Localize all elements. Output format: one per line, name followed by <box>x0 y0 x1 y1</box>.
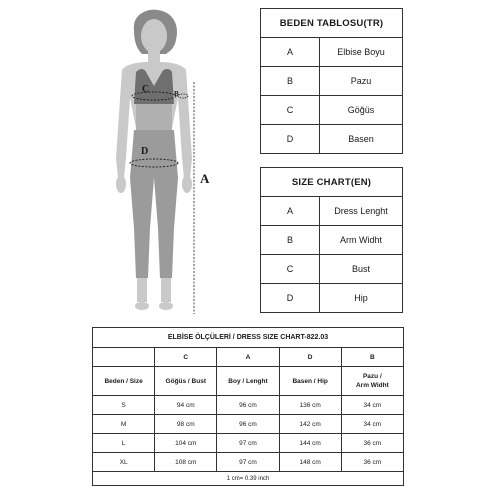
legend-key: C <box>261 96 320 125</box>
legend-key: D <box>261 284 320 313</box>
column-header: Pazu / Arm Widht <box>341 367 403 396</box>
legend-key: A <box>261 38 320 67</box>
legend-value: Elbise Boyu <box>320 38 403 67</box>
dress-size-chart <box>92 327 404 486</box>
size-chart-title: ELBİSE ÖLÇÜLERİ / DRESS SIZE CHART-822.03 <box>93 328 404 348</box>
tr-table-title: BEDEN TABLOSU(TR) <box>261 9 403 38</box>
table-row <box>261 67 403 96</box>
header-row <box>93 367 404 396</box>
column-header: Basen / Hip <box>279 367 341 396</box>
conversion-note: 1 cm= 0.39 inch <box>93 472 404 486</box>
legend-key: B <box>261 226 320 255</box>
table-row <box>93 434 404 453</box>
legend-value: Hip <box>320 284 403 313</box>
bust-cell: 94 cm <box>155 396 217 415</box>
bust-label: C <box>142 84 150 95</box>
size-cell: M <box>93 415 155 434</box>
hip-cell: 144 cm <box>279 434 341 453</box>
table-row <box>93 453 404 472</box>
en-table-title: SIZE CHART(EN) <box>261 168 403 197</box>
column-header: Göğüs / Bust <box>155 367 217 396</box>
bust-cell: 98 cm <box>155 415 217 434</box>
letter-cell: B <box>341 348 403 367</box>
length-cell: 97 cm <box>217 453 279 472</box>
legend-value: Dress Lenght <box>320 197 403 226</box>
legend-key: C <box>261 255 320 284</box>
table-row <box>93 415 404 434</box>
tr-legend-table <box>260 8 403 154</box>
size-cell: S <box>93 396 155 415</box>
length-cell: 97 cm <box>217 434 279 453</box>
table-row <box>261 284 403 313</box>
arm-label: B <box>174 90 179 98</box>
legend-value: Pazu <box>320 67 403 96</box>
legend-value: Bust <box>320 255 403 284</box>
legend-value: Arm Widht <box>320 226 403 255</box>
arm-cell: 34 cm <box>341 415 403 434</box>
letter-cell: A <box>217 348 279 367</box>
column-header: Beden / Size <box>93 367 155 396</box>
legend-key: D <box>261 125 320 154</box>
table-row <box>261 125 403 154</box>
letter-cell <box>93 348 155 367</box>
legend-value: Göğüs <box>320 96 403 125</box>
model-figure <box>96 8 226 318</box>
legend-value: Basen <box>320 125 403 154</box>
hip-cell: 148 cm <box>279 453 341 472</box>
column-header: Boy / Lenght <box>217 367 279 396</box>
length-cell: 96 cm <box>217 415 279 434</box>
arm-cell: 36 cm <box>341 453 403 472</box>
bust-cell: 108 cm <box>155 453 217 472</box>
hip-label: D <box>141 146 149 157</box>
letter-cell: D <box>279 348 341 367</box>
table-row <box>261 38 403 67</box>
table-row <box>261 255 403 284</box>
legend-key: A <box>261 197 320 226</box>
size-cell: L <box>93 434 155 453</box>
hip-cell: 136 cm <box>279 396 341 415</box>
table-row <box>261 96 403 125</box>
table-row <box>261 226 403 255</box>
table-row <box>261 197 403 226</box>
arm-cell: 36 cm <box>341 434 403 453</box>
letter-row <box>93 348 404 367</box>
table-row <box>93 396 404 415</box>
model-silhouette <box>96 8 226 318</box>
legend-key: B <box>261 67 320 96</box>
hip-cell: 142 cm <box>279 415 341 434</box>
arm-cell: 34 cm <box>341 396 403 415</box>
letter-cell: C <box>155 348 217 367</box>
en-legend-table <box>260 167 403 313</box>
bust-cell: 104 cm <box>155 434 217 453</box>
size-cell: XL <box>93 453 155 472</box>
length-label: A <box>200 171 210 186</box>
length-cell: 96 cm <box>217 396 279 415</box>
